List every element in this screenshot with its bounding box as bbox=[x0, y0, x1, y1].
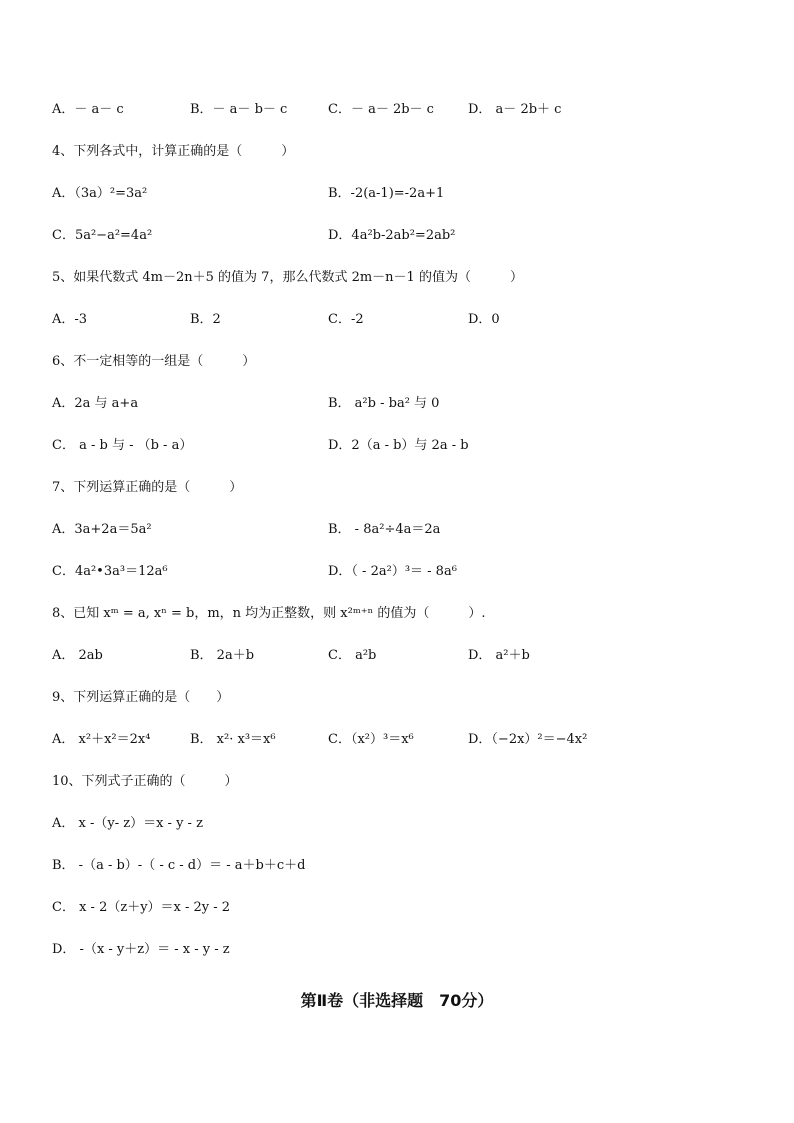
q10-option-a: A． x -（y- z）＝x - y - z bbox=[52, 816, 203, 831]
q10-stem: 10、下列式子正确的（ ） bbox=[52, 774, 238, 789]
q7-option-b: B． - 8a²÷4a＝2a bbox=[328, 522, 441, 537]
q9-option-c: C．（x²）³＝x⁶ bbox=[328, 732, 414, 747]
q4-option-a: A．（3a）²=3a² bbox=[52, 186, 148, 201]
q3-option-a: A．－ a－ c bbox=[52, 102, 124, 117]
q4-option-b: B．-2(a-1)=-2a+1 bbox=[328, 186, 445, 201]
q5-option-d: D．0 bbox=[468, 312, 500, 327]
q10-option-d: D． -（x - y＋z）＝ - x - y - z bbox=[52, 942, 230, 957]
q6-option-b: B． a²b - ba² 与 0 bbox=[328, 396, 440, 411]
q7-option-d: D．（ - 2a²）³＝ - 8a⁶ bbox=[328, 564, 457, 579]
q3-option-b: B．－ a－ b－ c bbox=[190, 102, 288, 117]
q6-option-a: A．2a 与 a+a bbox=[52, 396, 139, 411]
q8-option-d: D． a²＋b bbox=[468, 648, 530, 663]
q5-stem: 5、如果代数式 4m－2n＋5 的值为 7，那么代数式 2m－n－1 的值为（ ） bbox=[52, 270, 523, 285]
q4-option-d: D．4a²b-2ab²=2ab² bbox=[328, 228, 456, 243]
q3-option-d: D． a－ 2b＋ c bbox=[468, 102, 562, 117]
q5-option-c: C．-2 bbox=[328, 312, 364, 327]
q8-option-a: A． 2ab bbox=[52, 648, 103, 663]
q10-option-c: C． x - 2（z＋y）＝x - 2y - 2 bbox=[52, 900, 231, 915]
q5-option-b: B．2 bbox=[190, 312, 221, 327]
q8-option-b: B． 2a＋b bbox=[190, 648, 255, 663]
q7-option-a: A．3a+2a＝5a² bbox=[52, 522, 152, 537]
q9-option-b: B． x²· x³＝x⁶ bbox=[190, 732, 276, 747]
q4-stem: 4、下列各式中，计算正确的是（ ） bbox=[52, 144, 295, 159]
q6-option-c: C． a - b 与 - （b - a） bbox=[52, 438, 193, 453]
q7-stem: 7、下列运算正确的是（ ） bbox=[52, 480, 243, 495]
q8-option-c: C． a²b bbox=[328, 648, 377, 663]
q6-option-d: D．2（a - b）与 2a - b bbox=[328, 438, 469, 453]
q9-stem: 9、下列运算正确的是（ ） bbox=[52, 690, 230, 705]
q7-option-c: C．4a²•3a³＝12a⁶ bbox=[52, 564, 168, 579]
q9-option-d: D．（−2x）²＝−4x² bbox=[468, 732, 588, 747]
q10-option-b: B． -（a - b）-（ - c - d）＝ - a＋b＋c＋d bbox=[52, 858, 306, 873]
section-title: 第Ⅱ卷（非选择题 70分） bbox=[300, 991, 494, 1010]
q9-option-a: A． x²＋x²＝2x⁴ bbox=[52, 732, 151, 747]
q8-stem: 8、已知 xᵐ = a, xⁿ = b，m，n 均为正整数，则 x²ᵐ⁺ⁿ 的值为（ ）. bbox=[52, 606, 486, 621]
q6-stem: 6、不一定相等的一组是（ ） bbox=[52, 354, 256, 369]
q4-option-c: C．5a²−a²=4a² bbox=[52, 228, 153, 243]
q3-option-c: C．－ a－ 2b－ c bbox=[328, 102, 434, 117]
q5-option-a: A．-3 bbox=[52, 312, 88, 327]
